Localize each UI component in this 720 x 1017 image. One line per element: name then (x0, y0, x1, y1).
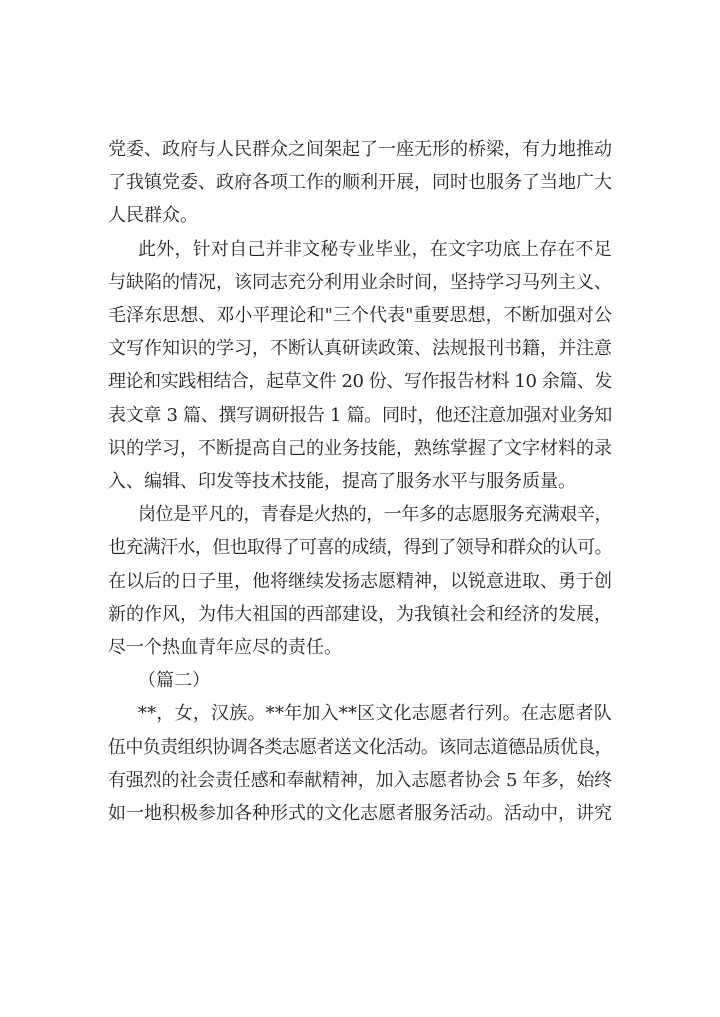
text-line: 也充满汗水，但也取得了可喜的成绩，得到了领导和群众的认可。 (108, 537, 612, 559)
text-line: 识的学习，不断提高自己的业务技能，熟练掌握了文字材料的录 (108, 437, 612, 459)
text-line: 尽一个热血青年应尽的责任。 (108, 637, 342, 658)
text-line: 文写作知识的学习，不断认真研读政策、法规报刊书籍，并注意 (108, 338, 612, 360)
text-line: 有强烈的社会责任感和奉献精神，加入志愿者协会 5 年多，始终 (108, 769, 612, 791)
text-line: 在以后的日子里，他将继续发扬志愿精神，以锐意进取、勇于创 (108, 570, 612, 592)
text-line: **，女，汉族。**年加入**区文化志愿者行列。在志愿者队 (138, 703, 612, 725)
text-line: 党委、政府与人民群众之间架起了一座无形的桥梁，有力地推动 (108, 139, 612, 160)
text-line: （篇二） (138, 670, 210, 692)
text-line: 人民群众。 (108, 205, 198, 227)
text-line: 毛泽东思想、邓小平理论和"三个代表"重要思想，不断加强对公 (108, 305, 612, 326)
text-line: 此外，针对自己并非文秘专业毕业，在文字功底上存在不足 (138, 238, 612, 260)
text-line: 岗位是平凡的，青春是火热的，一年多的志愿服务充满艰辛， (138, 504, 612, 526)
text-line: 伍中负责组织协调各类志愿者送文化活动。该同志道德品质优良， (108, 736, 612, 758)
text-line: 理论和实践相结合，起草文件 20 份、写作报告材料 10 余篇、发 (108, 371, 612, 393)
text-line: 新的作风，为伟大祖国的西部建设，为我镇社会和经济的发展， (108, 603, 612, 625)
text-line: 入、编辑、印发等技术技能，提高了服务水平与服务质量。 (108, 471, 576, 492)
text-line: 如一地积极参加各种形式的文化志愿者服务活动。活动中，讲究 (108, 803, 612, 824)
text-line: 与缺陷的情况，该同志充分利用业余时间，坚持学习马列主义、 (108, 271, 612, 293)
text-line: 表文章 3 篇、撰写调研报告 1 篇。同时，他还注意加强对业务知 (108, 404, 612, 426)
text-line: 了我镇党委、政府各项工作的顺利开展，同时也服务了当地广大 (108, 172, 612, 194)
